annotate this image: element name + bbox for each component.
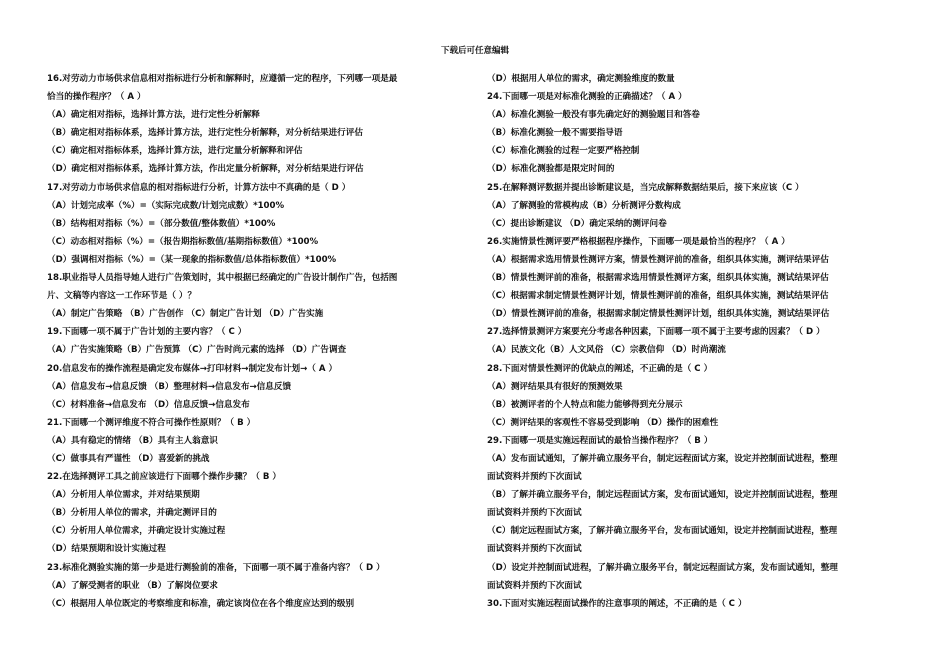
text-line: 25.在解释测评数据并提出诊断建议是，当完成解释数据结果后，接下来应该（C ） [487, 182, 804, 193]
text-line: （A）了解测验的常模构成（B）分析测评分数构成 [487, 200, 681, 211]
text-line: （C）材料准备→信息发布 （D）信息反馈→信息发布 [47, 399, 250, 410]
text-line: 27.选择情景测评方案要充分考虑各种因素，下面哪一项不属于主要考虑的因素？（ D ） [487, 327, 825, 338]
text-line: 21.下面哪一个测评维度不符合可操作性原则？（ B ） [47, 417, 256, 428]
text-line: 20.信息发布的操作流程是确定发布媒体→打印材料→制定发布计划→（ A ） [47, 363, 338, 374]
text-line: （D）情景性测评前的准备，根据需求制定情景性测评计划，组织具体实施，测试结果评估 [487, 309, 830, 320]
text-line: （B）被测评者的个人特点和能力能够得到充分展示 [487, 399, 683, 410]
text-line: （C）确定相对指标体系，选择计算方法，进行定量分析解释和评估 [47, 146, 303, 157]
text-line: （C）动态相对指标（%）=（报告期指标数值/基期指标数值）*100% [47, 236, 319, 247]
text-line: 片、文稿等内容这一工作环节是（ ）？ [47, 291, 197, 302]
text-line: （D）标准化测验都是限定时间的 [487, 164, 615, 175]
text-line: 26.实施情景性测评要严格根据程序操作，下面哪一项是最恰当的程序？（ A ） [487, 236, 790, 247]
text-line: 面试资料并预约下次面试 [487, 580, 582, 591]
text-line: （B）了解并确立服务平台，制定远程面试方案，发布面试通知，设定并控制面试进程，整理 [487, 490, 838, 501]
text-line: 面试资料并预约下次面试 [487, 472, 582, 483]
text-line: （D）根据用人单位的需求，确定测验维度的数量 [487, 74, 675, 84]
text-line: （A）制定广告策略 （B）广告创作 （C）制定广告计划 （D）广告实施 [47, 309, 324, 320]
text-line: （A）确定相对指标，选择计算方法，进行定性分析解释 [47, 110, 260, 121]
text-line: （C）标准化测验的过程一定要严格控制 [487, 146, 640, 157]
text-line: （D）结果预期和设计实施过程 [47, 544, 166, 555]
text-line: 17.对劳动力市场供求信息的相对指标进行分析，计算方法中不真确的是（ D ） [47, 182, 351, 193]
text-line: 23.标准化测验实施的第一步是进行测验前的准备，下面哪一项不属于准备内容？（ D ） [47, 562, 385, 573]
text-line: （B）情景性测评前的准备，根据需求选用情景性测评方案，组织具体实施，测试结果评估 [487, 273, 829, 284]
page-header: 下载后可任意编辑 [440, 46, 509, 56]
text-line: （A）计划完成率（%）=（实际完成数/计划完成数）*100% [47, 200, 285, 211]
text-line: （D）确定相对指标体系，选择计算方法，作出定量分析解释，对分析结果进行评估 [47, 164, 364, 175]
text-line: 28.下面对情景性测评的优缺点的阐述，不正确的是（ C ） [487, 363, 713, 374]
left-column [47, 70, 472, 613]
text-line: （C）做事具有严谨性 （D）喜爱新的挑战 [47, 453, 210, 464]
text-line: （A）了解受测者的职业 （B）了解岗位要求 [47, 580, 218, 591]
text-line: 面试资料并预约下次面试 [487, 544, 582, 555]
text-line: （A）信息发布→信息反馈 （B）整理材料→信息发布→信息反馈 [47, 381, 292, 392]
text-line: （C）测评结果的客观性不容易受到影响 （D）操作的困难性 [487, 417, 719, 428]
text-line: （D）强调相对指标（%）=（某一现象的指标数值/总体指标数值）*100% [47, 254, 337, 265]
text-line: （B）确定相对指标体系，选择计算方法，进行定性分析解释，对分析结果进行评估 [47, 128, 363, 139]
text-line: 30.下面对实施远程面试操作的注意事项的阐述，不正确的是（ C ） [487, 598, 747, 609]
text-line: （C）提出诊断建议 （D）确定采纳的测评问卷 [487, 218, 667, 229]
text-line: （A）根据需求选用情景性测评方案，情景性测评前的准备，组织具体实施，测评结果评估 [487, 254, 829, 265]
text-line: 29.下面哪一项是实施远程面试的最恰当操作程序？（ B ） [487, 435, 713, 446]
text-line: （A）分析用人单位需求，并对结果预期 [47, 490, 200, 501]
text-line: （A）具有稳定的情绪 （B）具有主人翁意识 [47, 435, 218, 446]
text-line: 面试资料并预约下次面试 [487, 508, 582, 519]
text-line: （A）民族文化（B）人文风俗 （C）宗教信仰 （D）时尚潮流 [487, 345, 726, 356]
text-line: 19.下面哪一项不属于广告计划的主要内容？（ C ） [47, 327, 247, 338]
text-line: 16.对劳动力市场供求信息相对指标进行分析和解释时，应遵循一定的程序，下列哪一项是最 [47, 74, 398, 84]
text-line: （B）结构相对指标（%）=（部分数值/整体数值）*100% [47, 218, 276, 229]
text-line: （C）根据用人单位既定的考察维度和标准，确定该岗位在各个维度应达到的级别 [47, 598, 355, 609]
right-column [487, 70, 905, 613]
text-line: （A）标准化测验一般没有事先确定好的测验题目和答卷 [487, 110, 700, 121]
text-line: 24.下面哪一项是对标准化测验的正确描述？（ A ） [487, 92, 687, 103]
text-line: （B）分析用人单位的需求，并确定测评目的 [47, 508, 217, 519]
text-line: （D）设定并控制面试进程，了解并确立服务平台，制定远程面试方案，发布面试通知，整理 [487, 562, 838, 573]
text-line: （C）根据需求制定情景性测评计划，情景性测评前的准备，组织具体实施，测试结果评估 [487, 291, 829, 302]
text-line: 22.在选择测评工具之前应该进行下面哪个操作步骤？（ B ） [47, 472, 282, 483]
text-line: 恰当的操作程序？（ A ） [47, 92, 146, 103]
text-line: （C）制定远程面试方案，了解并确立服务平台，发布面试通知，设定并控制面试进程，整理 [487, 526, 838, 537]
text-line: （A）广告实施策略（B）广告预算 （C）广告时尚元素的选择 （D）广告调查 [47, 345, 347, 356]
text-line: （A）测评结果具有很好的预测效果 [487, 381, 623, 392]
text-line: 18.职业指导人员指导她人进行广告策划时，其中根据已经确定的广告设计制作广告，包括图 [47, 273, 398, 284]
text-line: （C）分析用人单位需求，并确定设计实施过程 [47, 526, 226, 537]
text-line: （B）标准化测验一般不需要指导语 [487, 128, 623, 139]
text-line: （A）发布面试通知，了解并确立服务平台，制定远程面试方案，设定并控制面试进程，整理 [487, 453, 838, 464]
